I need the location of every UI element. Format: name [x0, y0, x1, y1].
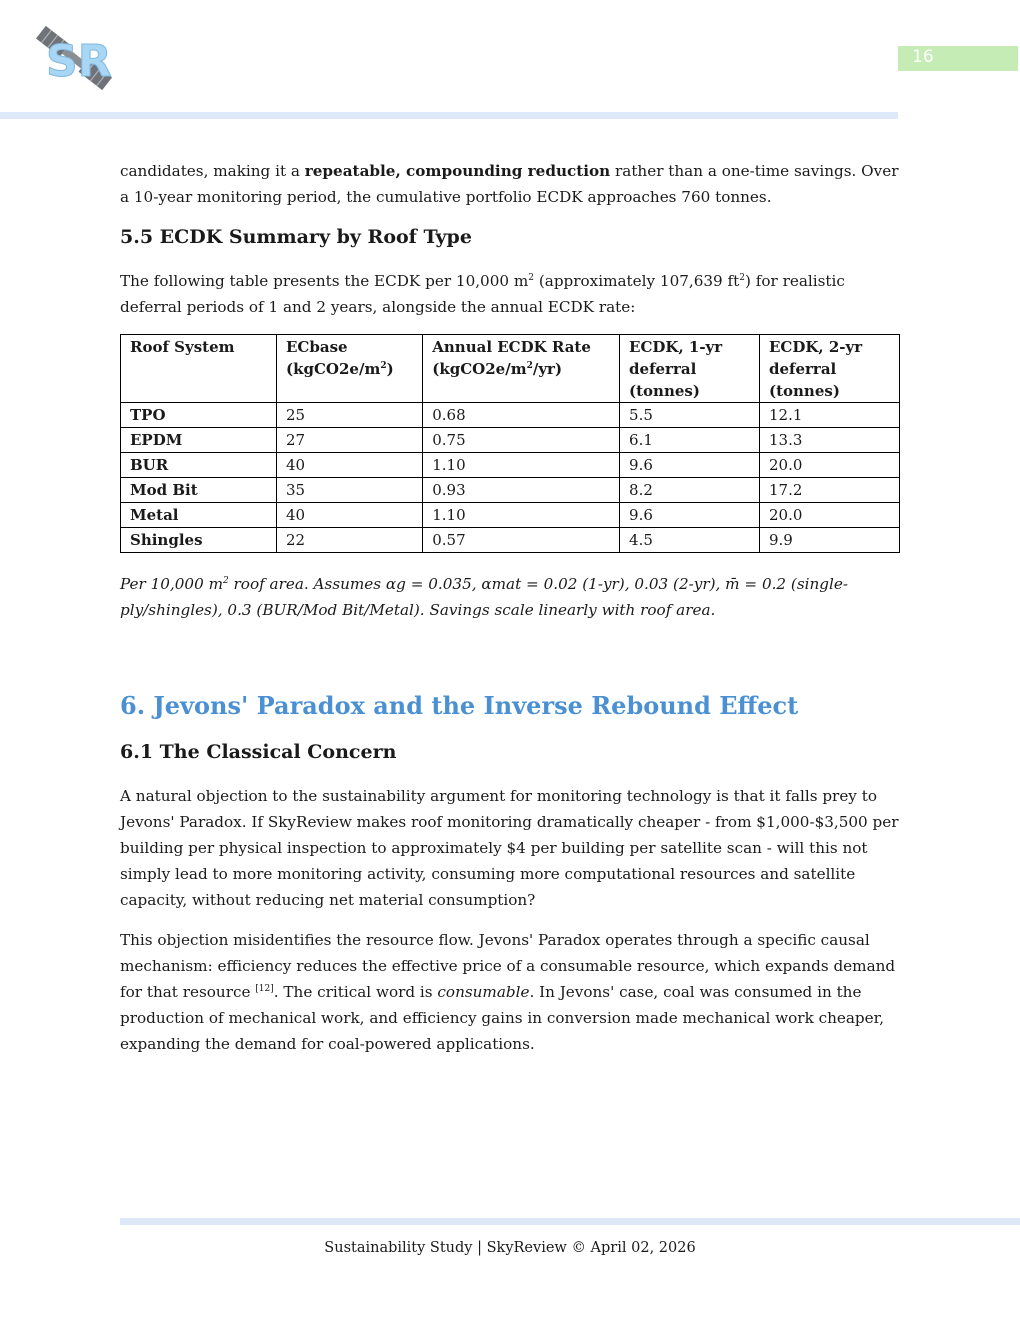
cell-ecbase: 22: [277, 528, 423, 553]
cell-roof-system: BUR: [121, 453, 277, 478]
table-row: [121, 428, 900, 453]
intro-paragraph: candidates, making it a repeatable, compounding reduction rather than a one-time savings. Over a 10-year monitoring period, the cumulative portfolio ECDK approaches 760 tonnes.: [120, 162, 899, 206]
table-header-row: [121, 335, 900, 403]
cell-annual-rate: 0.68: [423, 403, 620, 428]
cell-ecdk-2yr: 12.1: [760, 403, 900, 428]
header-annual-rate: Annual ECDK Rate $(kgCO2e/m^2/yr)$: [423, 335, 620, 403]
cell-ecdk-1yr: 9.6: [620, 453, 760, 478]
cell-ecdk-1yr: 4.5: [620, 528, 760, 553]
table-row: [121, 453, 900, 478]
section-5-5-heading: 5.5 ECDK Summary by Roof Type: [120, 226, 472, 248]
table-row: [121, 403, 900, 428]
cell-ecbase: 40: [277, 503, 423, 528]
header-ecdk-2yr: ECDK, 2-yr deferral (tonnes): [760, 335, 900, 403]
table-row: [121, 503, 900, 528]
cell-ecbase: 35: [277, 478, 423, 503]
cell-roof-system: EPDM: [121, 428, 277, 453]
cell-roof-system: Mod Bit: [121, 478, 277, 503]
cell-ecdk-1yr: 8.2: [620, 478, 760, 503]
cell-ecbase: 40: [277, 453, 423, 478]
table-row: [121, 478, 900, 503]
citation-12: [12]: [255, 983, 274, 994]
cell-ecbase: 27: [277, 428, 423, 453]
cell-annual-rate: 0.93: [423, 478, 620, 503]
cell-annual-rate: 1.10: [423, 453, 620, 478]
section-6-heading: 6. Jevons' Paradox and the Inverse Rebound Effect: [120, 691, 799, 720]
footer-rule: [120, 1218, 1020, 1225]
section-5-5-lead: The following table presents the ECDK per 10,000 $m^2$ (approximately 107,639 $ft^2$) for realistic deferral periods of 1 and 2 years, alongside the annual ECDK rate:: [120, 272, 845, 316]
cell-ecdk-1yr: 6.1: [620, 428, 760, 453]
cell-ecdk-1yr: 9.6: [620, 503, 760, 528]
cell-ecdk-1yr: 5.5: [620, 403, 760, 428]
cell-ecdk-2yr: 20.0: [760, 453, 900, 478]
header-roof-system: Roof System: [121, 335, 277, 403]
cell-roof-system: Shingles: [121, 528, 277, 553]
page-footer: Sustainability Study | SkyReview © April 02, 2026: [324, 1240, 696, 1256]
header-ecbase: ECbase $(kgCO2e/m^2)$: [277, 335, 423, 403]
intro-bold-phrase: repeatable, compounding reduction: [304, 162, 611, 180]
cell-ecdk-2yr: 9.9: [760, 528, 900, 553]
cell-ecdk-2yr: 17.2: [760, 478, 900, 503]
cell-ecbase: 25: [277, 403, 423, 428]
section-6-1-heading: 6.1 The Classical Concern: [120, 741, 397, 763]
ecdk-summary-table: [120, 334, 900, 553]
header-rule: [0, 112, 898, 119]
header-ecdk-1yr: ECDK, 1-yr deferral (tonnes): [620, 335, 760, 403]
cell-roof-system: TPO: [121, 403, 277, 428]
table-note: Per 10,000 $m^2$ roof area. Assumes αg = 0.035, αmat = 0.02 (1-yr), 0.03 (2-yr), m̄ = 0.2 (single-ply/shingles), 0.3 (BUR/Mod Bit/Metal). Savings scale linearly with roof area.: [120, 575, 848, 619]
cell-ecdk-2yr: 20.0: [760, 503, 900, 528]
table-row: [121, 528, 900, 553]
cell-ecdk-2yr: 13.3: [760, 428, 900, 453]
cell-roof-system: Metal: [121, 503, 277, 528]
section-6-1-paragraph-1: A natural objection to the sustainability argument for monitoring technology is that it falls prey to Jevons' Paradox. If SkyReview makes roof monitoring dramatically cheaper - from $1,000-$3,500 per building per physical inspection to approximately $4 per building per satellite scan - will this not simply lead to more monitoring activity, consuming more computational resources and satellite capacity, without reducing net material consumption?: [120, 787, 899, 909]
section-6-1-paragraph-2: This objection misidentifies the resource flow. Jevons' Paradox operates through a specific causal mechanism: efficiency reduces the effective price of a consumable resource, which expands demand for that resource [12]. The critical word is consumable. In Jevons' case, coal was consumed in the production of mechanical work, and efficiency gains in conversion made mechanical work cheaper, expanding the demand for coal-powered applications.: [120, 931, 896, 1053]
page-content: [120, 158, 902, 1057]
cell-annual-rate: 0.57: [423, 528, 620, 553]
cell-annual-rate: 1.10: [423, 503, 620, 528]
skyreview-logo: [26, 16, 122, 100]
page-number: 16: [912, 47, 934, 67]
cell-annual-rate: 0.75: [423, 428, 620, 453]
logo-letters: SR: [46, 36, 112, 87]
